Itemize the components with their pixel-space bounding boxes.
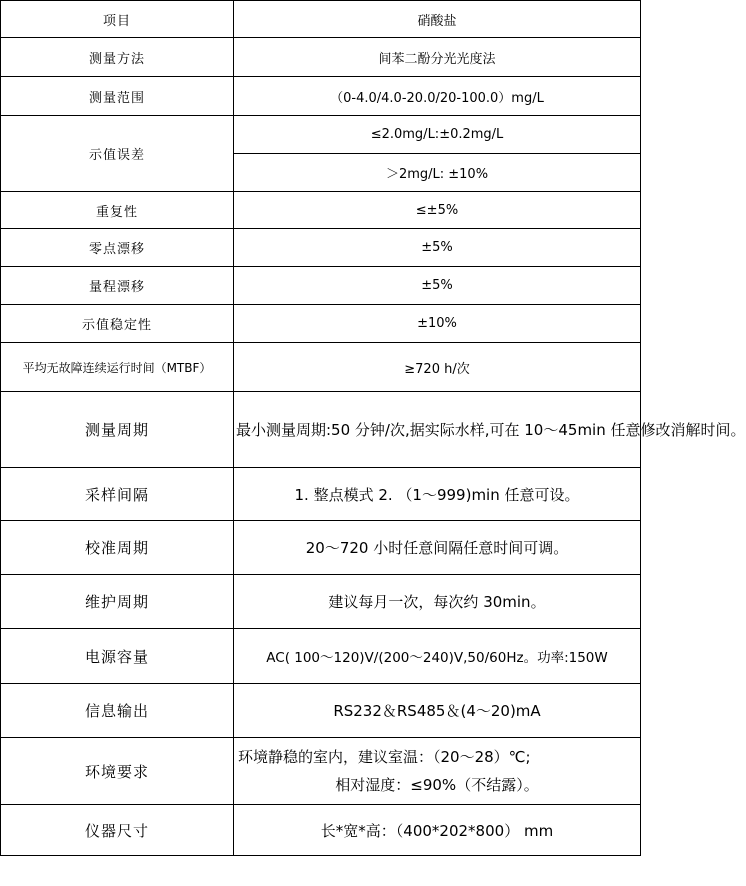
method-value: 间苯二酚分光光度法 bbox=[234, 38, 641, 77]
header-label: 项目 bbox=[1, 1, 234, 38]
table-row-span-drift bbox=[1, 267, 641, 305]
stability-value: ±10% bbox=[234, 305, 641, 343]
maintenance-value: 建议每月一次，每次约 30min。 bbox=[234, 575, 641, 629]
table-row-power bbox=[1, 629, 641, 684]
sampling-value: 1. 整点模式 2. （1～999)min 任意可设。 bbox=[234, 468, 641, 521]
maintenance-label: 维护周期 bbox=[1, 575, 234, 629]
repeat-label: 重复性 bbox=[1, 192, 234, 229]
zero-drift-label: 零点漂移 bbox=[1, 229, 234, 267]
error-label: 示值误差 bbox=[1, 116, 234, 192]
table-row-header bbox=[1, 1, 641, 38]
header-value: 硝酸盐 bbox=[234, 1, 641, 38]
table-row-stability bbox=[1, 305, 641, 343]
error-value-1: ≤2.0mg/L:±0.2mg/L bbox=[234, 116, 641, 154]
mtbf-label: 平均无故障连续运行时间（MTBF） bbox=[1, 343, 234, 392]
environment-label: 环境要求 bbox=[1, 738, 234, 805]
table-row-sampling bbox=[1, 468, 641, 521]
table-row-output bbox=[1, 684, 641, 738]
size-label: 仪器尺寸 bbox=[1, 805, 234, 856]
table-row-error-1 bbox=[1, 116, 641, 154]
power-value: AC( 100～120)V/(200～240)V,50/60Hz。功率:150W bbox=[234, 629, 641, 684]
stability-label: 示值稳定性 bbox=[1, 305, 234, 343]
table-row-method bbox=[1, 38, 641, 77]
range-value: （0-4.0/4.0-20.0/20-100.0）mg/L bbox=[234, 77, 641, 116]
table-row-period bbox=[1, 392, 641, 468]
mtbf-value: ≥720 h/次 bbox=[234, 343, 641, 392]
environment-value-line-1: 环境静稳的室内，建议室温：（20～28）℃; bbox=[238, 748, 531, 766]
period-label: 测量周期 bbox=[1, 392, 234, 468]
zero-drift-value: ±5% bbox=[234, 229, 641, 267]
period-value: 最小测量周期:50 分钟/次,据实际水样,可在 10～45min 任意修改消解时间。 bbox=[234, 392, 641, 468]
calibration-value: 20～720 小时任意间隔任意时间可调。 bbox=[234, 521, 641, 575]
span-drift-value: ±5% bbox=[234, 267, 641, 305]
table-row-calibration bbox=[1, 521, 641, 575]
error-value-2: ＞2mg/L: ±10% bbox=[234, 154, 641, 192]
table-row-environment bbox=[1, 738, 641, 805]
repeat-value: ≤±5% bbox=[234, 192, 641, 229]
method-label: 测量方法 bbox=[1, 38, 234, 77]
table-row-maintenance bbox=[1, 575, 641, 629]
environment-value bbox=[234, 738, 641, 805]
size-value: 长*宽*高：（400*202*800） mm bbox=[234, 805, 641, 856]
table-row-repeat bbox=[1, 192, 641, 229]
output-label: 信息输出 bbox=[1, 684, 234, 738]
table-row-range bbox=[1, 77, 641, 116]
range-label: 测量范围 bbox=[1, 77, 234, 116]
calibration-label: 校准周期 bbox=[1, 521, 234, 575]
table-row-size bbox=[1, 805, 641, 856]
table-row-mtbf bbox=[1, 343, 641, 392]
power-label: 电源容量 bbox=[1, 629, 234, 684]
table-row-zero-drift bbox=[1, 229, 641, 267]
output-value: RS232＆RS485＆(4～20)mA bbox=[234, 684, 641, 738]
span-drift-label: 量程漂移 bbox=[1, 267, 234, 305]
environment-value-line-2: 相对湿度：≤90%（不结露）。 bbox=[335, 776, 539, 794]
sampling-label: 采样间隔 bbox=[1, 468, 234, 521]
